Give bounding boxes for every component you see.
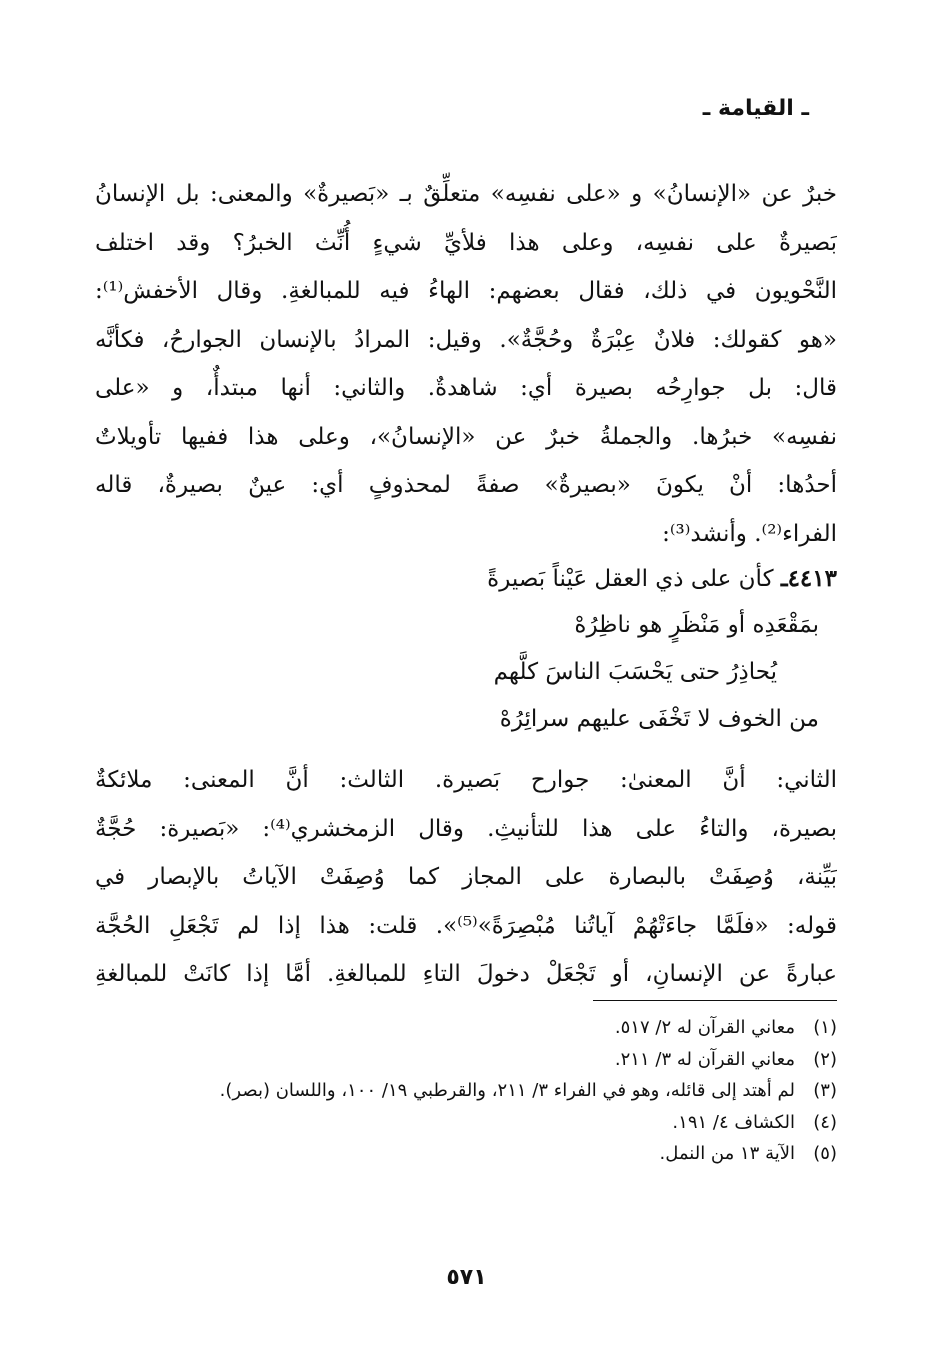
paragraph-line: «هو كقولك: فلانٌ عِبْرَةٌ وحُجَّةٌ». وقيل: المرادُ بالإنسان الجوارحُ، فكأنَّه <box>95 326 837 353</box>
paragraph-2 <box>95 756 837 999</box>
footnote <box>95 1044 837 1076</box>
paragraph-1 <box>95 170 837 558</box>
footnote-text: لم أهتد إلى قائله، وهو في الفراء ٣/ ٢١١، والقرطبي ١٩/ ١٠٠، واللسان (بصر). <box>219 1080 795 1101</box>
page-number: ٥٧١ <box>446 1265 487 1290</box>
paragraph-line: بَصيرةٌ على نفسِه، وعلى هذا فلأيِّ شيءٍ أُنِّث الخبرُ؟ وقد اختلف <box>95 229 837 256</box>
footnote <box>95 1107 837 1139</box>
footnote-text: الآية ١٣ من النمل. <box>659 1143 795 1164</box>
poem-line-2: بمَقْعَدِه أو مَنْظَرٍ هو ناظِرُهْ <box>574 612 819 638</box>
footnote-number: (١) <box>813 1017 837 1038</box>
footnote-number: (٢) <box>813 1048 837 1070</box>
paragraph-line: بصيرة، والتاءُ على هذا للتأنيثِ. وقال الزمخشري⁽⁴⁾: «بَصيرة: حُجَّةٌ <box>95 815 837 842</box>
paragraph-line: قال: بل جوارِحُه بصيرة أي: شاهدةٌ. والثاني: أنها مبتدأٌ، و «على <box>95 375 837 401</box>
paragraph-line: خبرٌ عن «الإنسانُ» و «على نفسِه» متعلِّقٌ بـ «بَصيرةٌ» والمعنى: بل الإنسانُ <box>95 181 837 207</box>
footnote-text: الكشاف ٤/ ١٩١. <box>672 1111 795 1133</box>
poem-line-4: من الخوف لا تَخْفَى عليهم سرائِرُهْ <box>499 706 819 732</box>
poem-line-3: يُحاذِرُ حتى يَحْسَبَ الناسَ كلَّهم <box>493 659 777 685</box>
poem-block <box>95 555 837 743</box>
paragraph-line: الفراء⁽²⁾. وأنشد⁽³⁾: <box>662 520 837 547</box>
footnote-number: (٤) <box>813 1111 837 1133</box>
paragraph-line: قوله: «فلَمَّا جاءَتْهُمْ آياتُنا مُبْصِرَةً»⁽⁵⁾». قلت: هذا إذا لم تَجْعَلِ الحُجَّة <box>95 912 837 939</box>
footnote <box>95 1075 837 1107</box>
footnotes <box>95 1012 837 1170</box>
footnote <box>95 1138 837 1170</box>
footnote-divider <box>593 1000 837 1001</box>
footnote <box>95 1012 837 1044</box>
footnote-text: معاني القرآن له ٣/ ٢١١. <box>614 1048 795 1070</box>
footnote-number: (٥) <box>813 1143 837 1164</box>
running-header: ـ القيامة ـ <box>702 96 809 121</box>
paragraph-line: الثاني: أنَّ المعنىٰ: جوارح بَصيرة. الثالث: أنَّ المعنى: ملائكةٌ <box>95 767 837 793</box>
paragraph-line: أحدُها: أنْ يكونَ «بصيرةٌ» صفةً لمحذوفٍ أي: عينٌ بصيرةٌ، قاله <box>95 472 837 498</box>
paragraph-line: النَّحْويون في ذلك، فقال بعضهم: الهاءُ فيه للمبالغةِ. وقال الأخفش⁽¹⁾: <box>95 278 837 304</box>
poem-number: ٤٤١٣ـ <box>780 565 837 592</box>
poem-line-1 <box>95 555 837 602</box>
footnote-text: معاني القرآن له ٢/ ٥١٧. <box>614 1017 795 1038</box>
paragraph-line: نفسِه» خبرُها. والجملةُ خبرٌ عن «الإنسانُ»، وعلى هذا ففيها تأويلاتٌ <box>95 423 837 450</box>
paragraph-line: عبارةً عن الإنسانِ، أو تَجْعَلْ دخولَ التاءِ للمبالغةِ. أمَّا إذا كانَتْ للمبالغةِ <box>95 961 837 987</box>
poem-hemistich: كأن على ذي العقل عَيْناً بَصيرةً <box>487 566 774 592</box>
footnote-number: (٣) <box>813 1080 837 1101</box>
paragraph-line: بَيِّنة، وُصِفَتْ بالبصارة على المجاز كما وُصِفَتْ الآياتُ بالإبصار في <box>95 864 837 890</box>
